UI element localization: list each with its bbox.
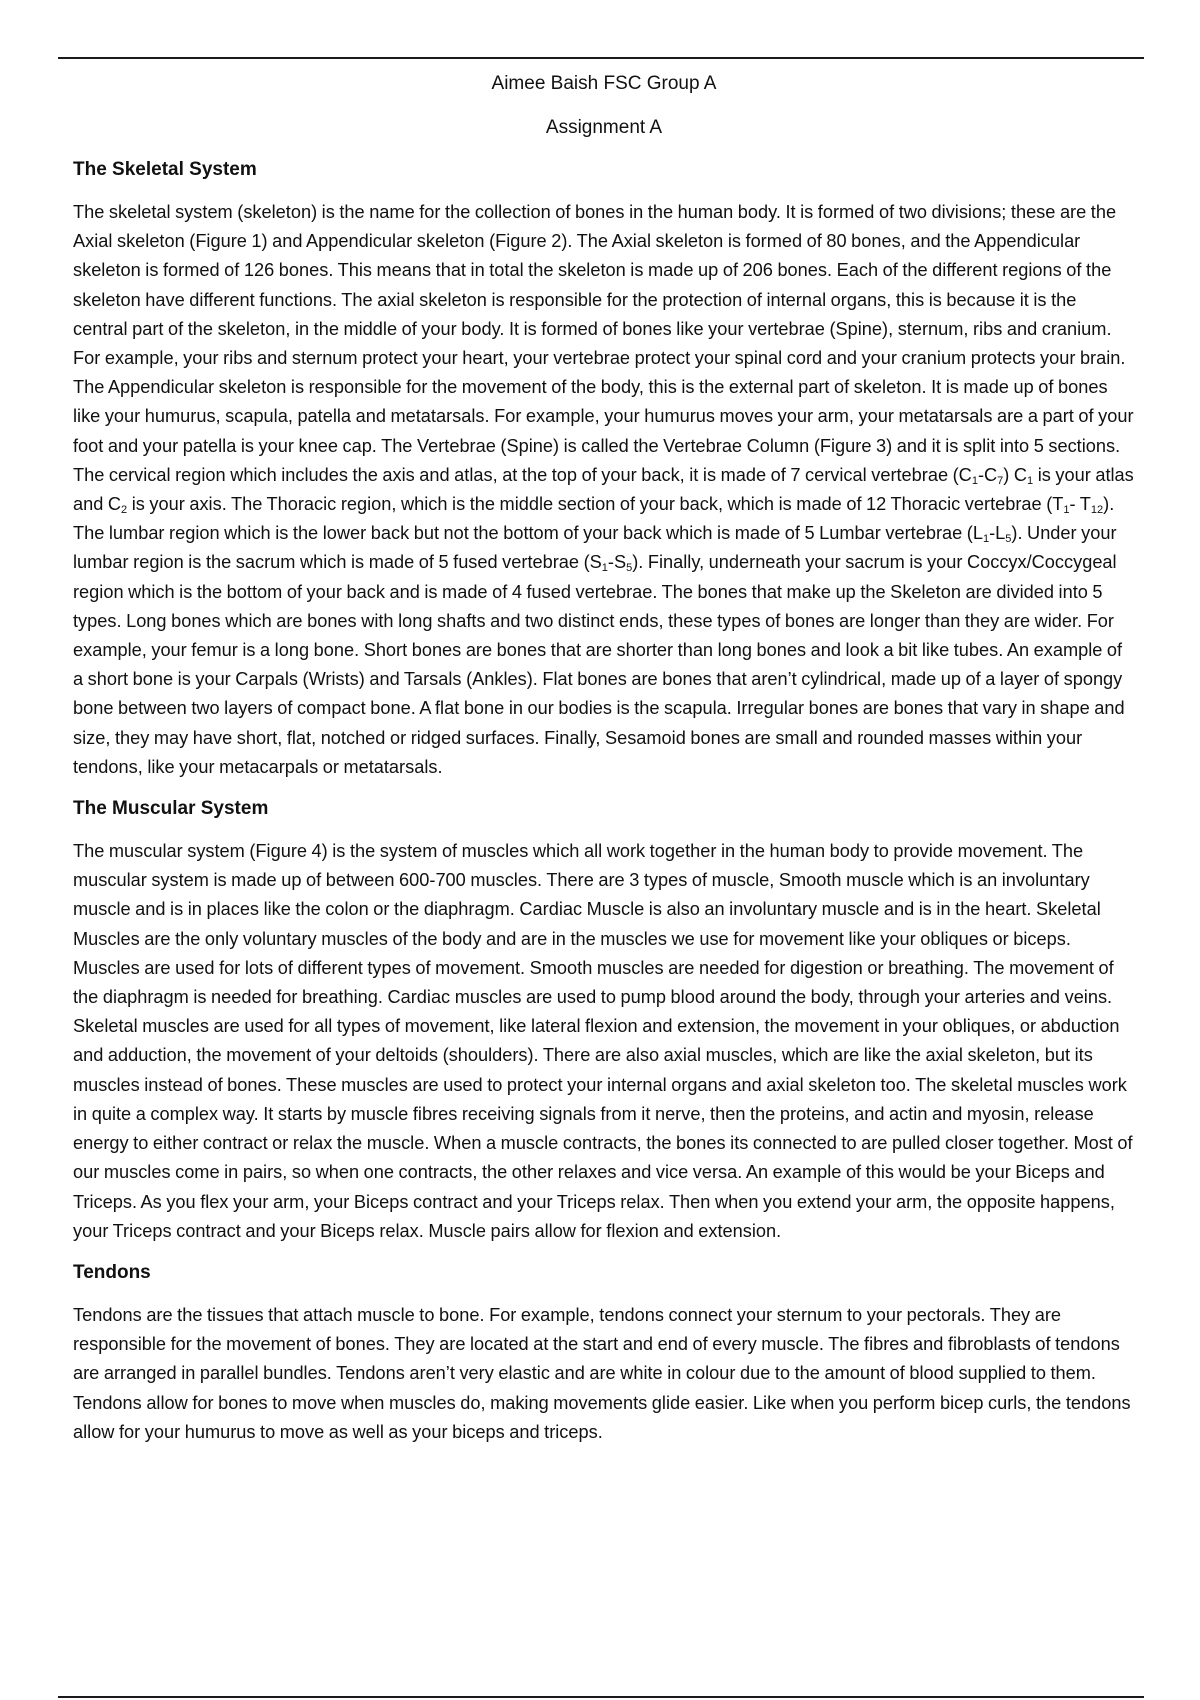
bottom-rule: [58, 1696, 1144, 1698]
paragraph-muscular-system: The muscular system (Figure 4) is the system of muscles which all work together in the human body to provide movement. The muscular system is made up of between 600-700 muscles. There are 3 types of muscle, Smooth muscle which is an involuntary muscle and is in places like the colon or the diaphragm. Cardiac Muscle is also an involuntary muscle and is in the heart. Skeletal Muscles are the only voluntary muscles of the body and are in the muscles we use for movement like your obliques or biceps. Muscles are used for lots of different types of movement. Smooth muscles are needed for digestion or breathing. The movement of the diaphragm is needed for breathing. Cardiac muscles are used to pump blood around the body, through your arteries and veins. Skeletal muscles are used for all types of movement, like lateral flexion and extension, the movement in your obliques, or abduction and adduction, the movement of your deltoids (shoulders). There are also axial muscles, which are like the axial skeleton, but its muscles instead of bones. These muscles are used to protect your internal organs and axial skeleton too. The skeletal muscles work in quite a complex way. It starts by muscle fibres receiving signals from it nerve, then the proteins, and actin and myosin, release energy to either contract or relax the muscle. When a muscle contracts, the bones its connected to are pulled closer together. Most of our muscles come in pairs, so when one contracts, the other relaxes and vice versa. An example of this would be your Biceps and Triceps. As you flex your arm, your Biceps contract and your Triceps relax. Then when you extend your arm, the opposite happens, your Triceps contract and your Biceps relax. Muscle pairs allow for flexion and extension.: [73, 841, 1133, 1241]
author-line: Aimee Baish FSC Group A: [491, 73, 717, 94]
heading-skeletal-system: The Skeletal System: [73, 159, 257, 180]
document-page: [73, 70, 1135, 1460]
top-rule: [58, 57, 1144, 59]
heading-tendons: Tendons: [73, 1261, 151, 1283]
paragraph-skeletal-system: The skeletal system (skeleton) is the name for the collection of bones in the human body. It is formed of two divisions; these are the Axial skeleton (Figure 1) and Appendicular skeleton (Figure 2). The Axial skeleton is formed of 80 bones, and the Appendicular skeleton is formed of 126 bones. This means that in total the skeleton is made up of 206 bones. Each of the different regions of the skeleton have different functions. The axial skeleton is responsible for the protection of internal organs, this is because it is the central part of the skeleton, in the middle of your body. It is formed of bones like your vertebrae (Spine), sternum, ribs and cranium. For example, your ribs and sternum protect your heart, your vertebrae protect your spinal cord and your cranium protects your brain. The Appendicular skeleton is responsible for the movement of the body, this is the external part of skeleton. It is made up of bones like your humurus, scapula, patella and metatarsals. For example, your humurus moves your arm, your metatarsals are a part of your foot and your patella is your knee cap. The Vertebrae (Spine) is called the Vertebrae Column (Figure 3) and it is split into 5 sections. The cervical region which includes the axis and atlas, at the top of your back, it is made of 7 cervical vertebrae $(C_1-C_7)$ $C_1$ is your atlas and $C_2$ is your axis. The Thoracic region, which is the middle section of your back, which is made of 12 Thoracic vertebrae ($T_1-$ $T_{12}$). The lumbar region which is the lower back but not the bottom of your back which is made of 5 Lumbar vertebrae $(L_1-L_5)$. Under your lumbar region is the sacrum which is made of 5 fused vertebrae $(S_1-S_5)$. Finally, underneath your sacrum is your Coccyx/Coccygeal region which is the bottom of your back and is made of 4 fused vertebrae. The bones that make up the Skeleton are divided into 5 types. Long bones which are bones with long shafts and two distinct ends, these types of bones are longer than they are wider. For example, your femur is a long bone. Short bones are bones that are shorter than long bones and look a bit like tubes. An example of a short bone is your Carpals (Wrists) and Tarsals (Ankles). Flat bones are bones that aren’t cylindrical, made up of a layer of spongy bone between two layers of compact bone. A flat bone in our bodies is the scapula. Irregular bones are bones that vary in shape and size, they may have short, flat, notched or ridged surfaces. Finally, Sesamoid bones are small and rounded masses within your tendons, like your metacarpals or metatarsals.: [73, 202, 1134, 777]
paragraph-tendons: Tendons are the tissues that attach muscle to bone. For example, tendons connect your sternum to your pectorals. They are responsible for the movement of bones. They are located at the start and end of every muscle. The fibres and fibroblasts of tendons are arranged in parallel bundles. Tendons aren’t very elastic and are white in colour due to the amount of blood supplied to them. Tendons allow for bones to move when muscles do, making movements glide easier. Like when you perform bicep curls, the tendons allow for your humurus to move as well as your biceps and triceps.: [73, 1304, 1131, 1442]
assignment-title: Assignment A: [545, 117, 663, 138]
heading-muscular-system: The Muscular System: [73, 798, 269, 820]
